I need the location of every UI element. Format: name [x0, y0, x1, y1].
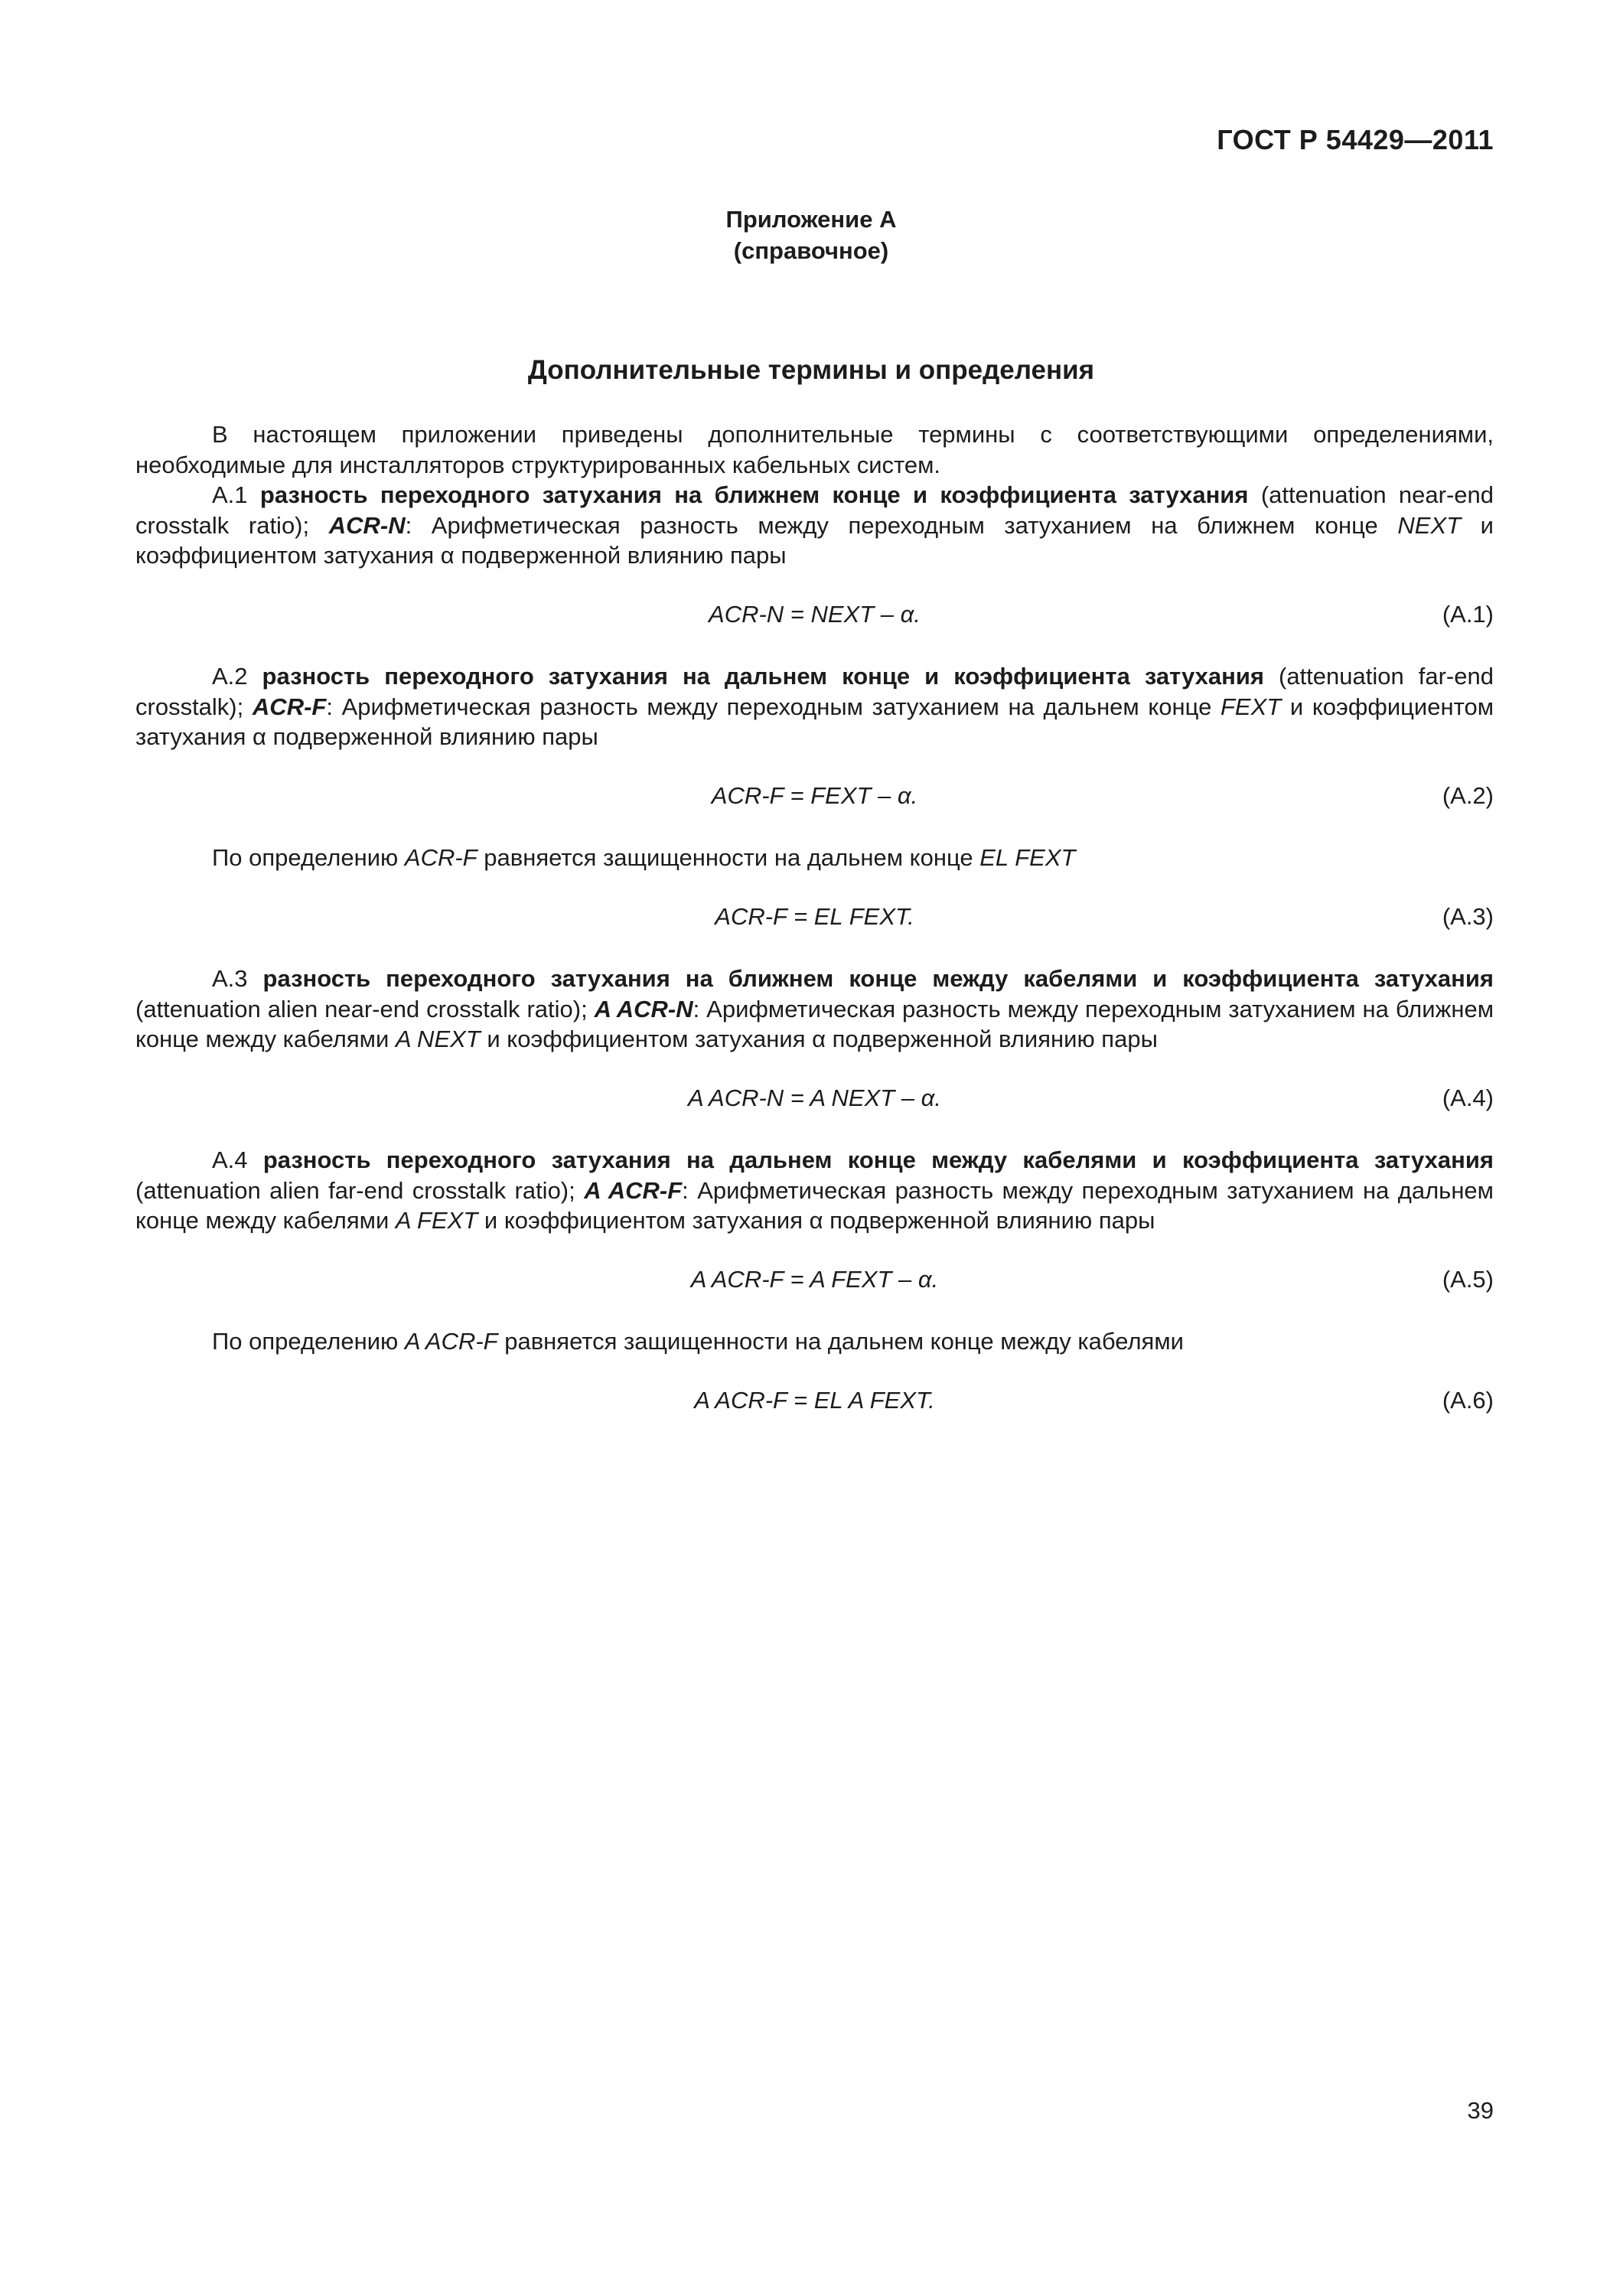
term-a3	[135, 964, 1494, 1055]
term-definition: : Арифметическая разность между переходным затуханием на дальнем конце между кабелями	[135, 1176, 1494, 1234]
formula-number: (А.1)	[1442, 601, 1494, 628]
formula-expression: A ACR-N = A NEXT – α.	[688, 1084, 941, 1111]
term-english: (attenuation near-end crosstalk ratio);	[135, 481, 1494, 539]
term-abbreviation: ACR-N	[328, 511, 406, 539]
term-name: разность переходного затухания на дальнем конце и коэффициента затухания	[262, 663, 1264, 690]
term-variable: NEXT	[1397, 511, 1462, 539]
note-text-2: равняется защищенности на дальнем конце	[484, 844, 973, 871]
term-a2	[135, 661, 1494, 752]
term-name: разность переходного затухания на дальнем конце между кабелями и коэффициента затухания	[262, 1146, 1494, 1173]
section-title: Дополнительные термины и определения	[527, 355, 1095, 385]
formula-expression: ACR-N = NEXT – α.	[709, 601, 921, 628]
formula-expression: ACR-F = EL FEXT.	[715, 903, 914, 930]
term-name: разность переходного затухания на ближнем конце и коэффициента затухания	[259, 481, 1249, 508]
term-number: А.2	[212, 663, 248, 690]
term-definition-end: и коэффициентом затухания α подверженной влиянию пары	[135, 693, 1494, 750]
term-definition-end: и коэффициентом затухания α подверженной влиянию пары	[487, 1026, 1158, 1052]
term-english: (attenuation alien near-end crosstalk ratio);	[135, 995, 588, 1022]
term-english: (attenuation alien far-end crosstalk ratio);	[135, 1176, 575, 1204]
formula-a1	[135, 601, 1494, 631]
document-code: ГОСТ Р 54429—2011	[1217, 124, 1494, 155]
annex-title: Приложение А	[725, 206, 897, 233]
formula-a5	[135, 1266, 1494, 1296]
term-abbreviation: A ACR-F	[584, 1176, 683, 1204]
term-variable: A NEXT	[395, 1026, 481, 1052]
annex-heading	[505, 204, 1117, 266]
term-number: А.4	[212, 1146, 248, 1173]
term-abbreviation: ACR-F	[252, 693, 327, 720]
term-number: А.3	[212, 965, 248, 992]
term-variable: A FEXT	[395, 1207, 478, 1234]
term-definition-end: и коэффициентом затухания α подверженной влиянию пары	[484, 1207, 1155, 1234]
note-text: По определению	[212, 1328, 399, 1355]
note-text: По определению	[212, 844, 399, 871]
intro-paragraph: В настоящем приложении приведены дополнительные термины с соответствующими определениями, необходимые для инсталляторов структурированных кабельных систем.	[135, 421, 1494, 478]
formula-a3	[135, 903, 1494, 934]
term-name: разность переходного затухания на ближнем конце между кабелями и коэффициента затухания	[262, 965, 1494, 992]
page-number: 39	[1467, 2097, 1494, 2124]
formula-expression: A ACR-F = A FEXT – α.	[690, 1266, 939, 1293]
formula-a4	[135, 1084, 1494, 1115]
term-abbreviation: A ACR-N	[594, 995, 693, 1022]
note-text-2: равняется защищенности на дальнем конце между кабелями	[504, 1328, 1184, 1355]
term-english: (attenuation far-end crosstalk);	[135, 663, 1494, 720]
definition-note-2	[135, 1326, 1494, 1357]
formula-number: (А.6)	[1442, 1387, 1494, 1414]
formula-number: (А.3)	[1442, 903, 1494, 930]
term-variable: FEXT	[1221, 693, 1282, 720]
note-variable-2: EL FEXT	[979, 844, 1076, 871]
definition-note-1	[135, 843, 1494, 873]
term-definition-end: и коэффициентом затухания α подверженной влиянию пары	[135, 511, 1494, 569]
formula-a6	[135, 1387, 1494, 1417]
formula-a2	[135, 782, 1494, 813]
formula-expression: A ACR-F = EL A FEXT.	[694, 1387, 935, 1414]
term-definition: : Арифметическая разность между переходным затуханием на ближнем конце	[405, 511, 1378, 539]
term-definition: : Арифметическая разность между переходным затуханием на дальнем конце	[326, 693, 1212, 720]
annex-status: (справочное)	[733, 237, 889, 264]
formula-number: (А.2)	[1442, 782, 1494, 809]
term-a4	[135, 1145, 1494, 1236]
term-number: А.1	[212, 481, 248, 508]
term-a1	[135, 480, 1494, 571]
formula-expression: ACR-F = FEXT – α.	[711, 782, 918, 809]
formula-number: (А.5)	[1442, 1266, 1494, 1293]
note-variable: A ACR-F	[404, 1328, 498, 1355]
term-definition: : Арифметическая разность между переходным затуханием на ближнем конце между кабелями	[135, 995, 1494, 1052]
formula-number: (А.4)	[1442, 1084, 1494, 1111]
note-variable: ACR-F	[404, 844, 477, 871]
